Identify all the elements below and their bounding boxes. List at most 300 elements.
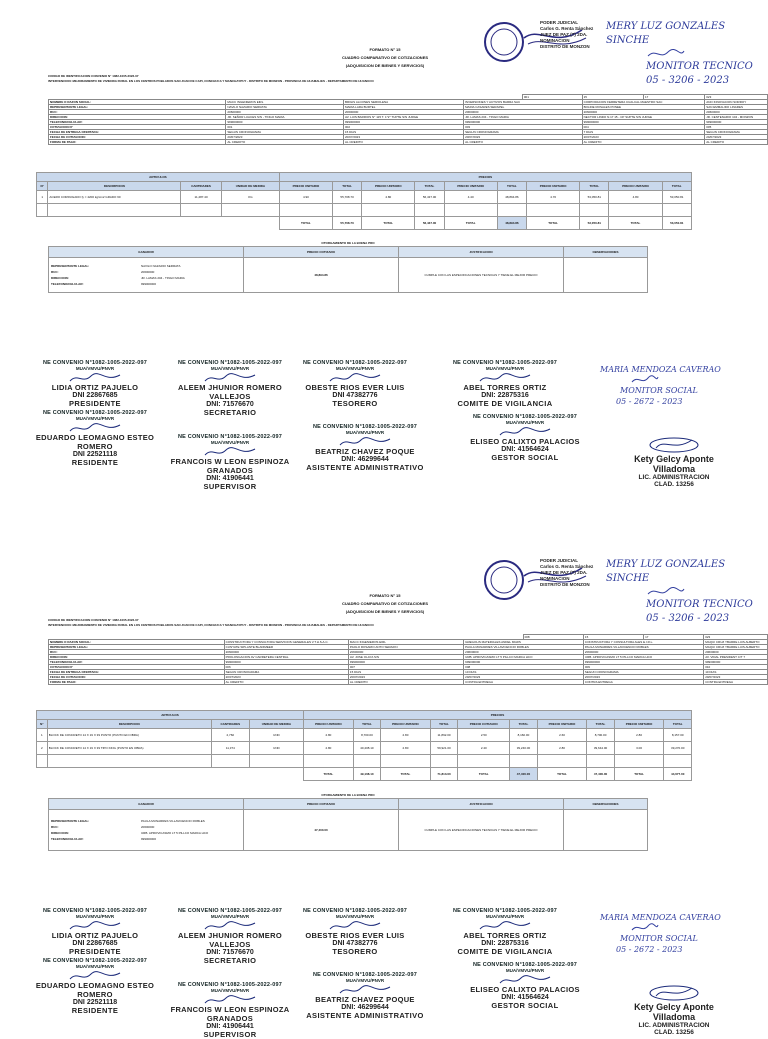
item-cell: 4.90 <box>279 191 332 204</box>
signer-dni: DNI 22867685 <box>72 940 118 947</box>
spacer-cell <box>37 768 304 781</box>
signer-dni: DNI 47382776 <box>332 940 378 947</box>
row-label: FECHA DE COTIZACION: <box>49 675 225 680</box>
supplier-cell: 15 DIAS <box>344 130 464 135</box>
item-cell: 2.80 <box>537 742 587 755</box>
supplier-cell: SEGUN CRONOGRAMA <box>226 130 344 135</box>
convenio-stamp: NE CONVENIO N°1082-1005-2022-097 <box>178 360 282 366</box>
signer-role: TESORERO <box>332 947 378 956</box>
observaciones-cell <box>564 258 648 293</box>
signer-role: ASISTENTE ADMINISTRATIVO <box>306 1011 424 1020</box>
column-header: TOTAL <box>664 720 692 729</box>
convenio-sub: MUA/VMVU/PNVR <box>210 366 250 371</box>
signer-role: GESTOR SOCIAL <box>491 453 559 462</box>
supplier-cell: 004 <box>582 125 705 130</box>
signer-role: TESORERO <box>332 399 378 408</box>
convenio-sub: MUA/VMVU/PNVR <box>210 914 250 919</box>
seal-role: JUEZ DE PAZ (T) 2DA. NOMINACION <box>540 32 588 43</box>
winner-value: JR. LAMAS 204 - TINGO MARIA <box>141 276 185 280</box>
document-page-1 <box>0 0 768 512</box>
supplier-cell: AV. JOSE OLAYA S/N <box>348 655 463 660</box>
articles-table <box>36 172 692 230</box>
supplier-cell: JR. CENTENARIO 104 - MONZON <box>705 115 768 120</box>
total-value: 47,400.00 <box>587 768 614 781</box>
supplier-cell: CONTRA ENTREGA <box>583 680 703 685</box>
empty-cell <box>430 755 457 768</box>
empty-cell <box>48 204 181 217</box>
signer-dni: DNI: 41564624 <box>501 446 549 453</box>
supplier-cell: 006 <box>224 665 348 670</box>
signature-scribble-icon <box>475 920 535 932</box>
row-label: RUC: <box>49 110 226 115</box>
supplier-cell: 20/07/2023 <box>583 675 703 680</box>
supplier-cell: BRIGIS ALCONES SERIOLENA <box>344 100 464 105</box>
empty-cell <box>37 204 48 217</box>
signer-dni: DNI 22867685 <box>72 392 118 399</box>
supplier-cell: AV. LUIS BARRIOS N° 115 T. 1°2° TUPTE S/N JURGE <box>344 115 464 120</box>
adquisicion-title: (ADQUISICION DE BIENES Y SERVICIOS) <box>345 63 425 68</box>
signer-dni: DNI: 41906441 <box>206 475 254 482</box>
supplier-cell: CORPORACION FERRETERA CUALCAL MAESTRO SAC <box>582 100 705 105</box>
supplier-cell: MARIA CASARES SERAPEL <box>464 105 583 110</box>
convenio-sub: MUA/VMVU/PNVR <box>345 430 385 435</box>
signature-scribble-icon <box>325 920 385 932</box>
signature-scribble <box>614 436 734 454</box>
empty-cell <box>381 755 431 768</box>
empty-cell <box>497 204 526 217</box>
supplier-table <box>48 94 768 145</box>
supplier-cell: NAVILO NAZARIO SERRATA <box>226 105 344 110</box>
row-label: COTIZACION N° <box>49 665 225 670</box>
item-cell: 11,374 <box>211 742 249 755</box>
winner-value: NAVILO NAZARIO SERRATA <box>141 264 181 268</box>
supplier-cell: JR. LAMAS 204 - TINGO MARIA <box>464 115 583 120</box>
row-label: FORMA DE PAGO: <box>49 680 225 685</box>
convenio-sub: MUA/VMVU/PNVR <box>335 914 375 919</box>
empty-row <box>37 204 692 217</box>
precio-cotizado-header: PRECIO COTIZADO <box>244 799 399 810</box>
precios-header: PRECIOS <box>304 711 692 720</box>
supplier-cell: 007 <box>348 665 463 670</box>
empty-cell <box>537 755 587 768</box>
committee-signature <box>30 908 160 956</box>
supplier-cell: ANO INNOVACION SORROY <box>705 100 768 105</box>
signature-scribble <box>614 984 734 1002</box>
signer-name: EDUARDO LEOMAGNO ESTEO ROMERO <box>35 433 155 451</box>
total-value: 56,437.00 <box>415 217 444 230</box>
supplier-cell: MAQUI CRUZ YBARRE LUIS ALBERTO <box>704 645 768 650</box>
winner-label: RUC: <box>51 825 59 829</box>
row-label: RUC: <box>49 650 225 655</box>
supplier-cell: 010 <box>704 665 768 670</box>
signer-name: ELISEO CALIXTO PALACIOS <box>470 985 580 994</box>
column-header: CANTIDADES <box>181 182 222 191</box>
otorgamiento-table <box>48 246 648 293</box>
table-row <box>37 729 692 742</box>
signature-scribble-icon <box>495 974 555 986</box>
monitor-social-name: MARIA MENDOZA CAVERAO <box>600 913 721 922</box>
supplier-cell: 20600000 <box>582 110 705 115</box>
document-page-2 <box>0 512 768 1039</box>
supplier-cell: URB. APROVICASMO LT 5 PILLCO MARCA HCO <box>464 655 584 660</box>
winner-cell <box>49 258 244 293</box>
supplier-cell: AL CREDITO <box>344 140 464 145</box>
total-label: TOTAL <box>458 768 510 781</box>
signer-role: ASISTENTE ADMINISTRATIVO <box>306 463 424 472</box>
signer-role: COMITE DE VIGILANCIA <box>457 947 553 956</box>
convenio-sub: MUA/VMVU/PNVR <box>485 366 525 371</box>
supplier-cell: 20600000 <box>344 110 464 115</box>
convenio-sub: MUA/VMVU/PNVR <box>75 416 115 421</box>
signature-scribble <box>165 445 295 457</box>
supplier-cell: 20/07/2023 <box>704 675 768 680</box>
row-label: FECHA DE ENTREGA OFERTADA: <box>49 130 226 135</box>
column-header: TOTAL <box>662 182 691 191</box>
supplier-cell: PROLONGACION AV CARRETERA CENTRAL <box>224 655 348 660</box>
convenio-stamp: NE CONVENIO N°1082-1005-2022-097 <box>453 908 557 914</box>
row-label: REPRESENTANTE LEGAL: <box>49 105 226 110</box>
total-label: TOTAL <box>444 217 497 230</box>
lic-name: Kety Gelcy Aponte Villadoma <box>634 1002 714 1022</box>
convenio-stamp: NE CONVENIO N°1082-1005-2022-097 <box>453 360 557 366</box>
column-header: UNIDAD DE MEDIDA <box>249 720 303 729</box>
empty-cell <box>181 204 222 217</box>
intervencion-text: INTERVENCION: MEJORAMIENTO DE VIVIENDA RURAL EN LOS CENTROS POBLADOS SAN JUAN DE CAPI, CONCHUCA Y MANCHAYPUY - DISTRITO DE MONZON - PROVINCIA DE HUAMALIES - DEPARTAMENTO DE HUANUCO <box>48 623 374 627</box>
empty-cell <box>444 204 497 217</box>
observaciones-header: OBSERVACIONES <box>564 247 648 258</box>
signer-dni: DNI: 41906441 <box>206 1023 254 1030</box>
monitor-social-name: MARIA MENDOZA CAVERAO <box>600 365 721 374</box>
otorgamiento-section <box>48 792 648 851</box>
supplier-cell: SEGUN CRONOGRAMA <box>705 130 768 135</box>
monitor-social-title: MONITOR SOCIAL <box>620 386 698 395</box>
signer-name: ABEL TORRES ORTIZ <box>463 931 547 940</box>
signature-scribble-icon <box>335 436 395 448</box>
observaciones-header: OBSERVACIONES <box>564 799 648 810</box>
signer-dni: DNI 22521118 <box>72 451 118 458</box>
convenio-sub: MUA/VMVU/PNVR <box>345 978 385 983</box>
formato-title: FORMATO N° 15 <box>369 593 401 598</box>
item-cell: UND <box>249 729 303 742</box>
monitor-number: 05 - 3206 - 2023 <box>646 75 730 86</box>
supplier-cell: 999000000 <box>704 660 768 665</box>
item-cell: 39,644.00 <box>587 742 614 755</box>
codigo-text: CODIGO DE IDENTIFICACION CONVENIO N° 1082-1005-2022-07 <box>48 618 139 622</box>
column-header: TOTAL <box>497 182 526 191</box>
monitor-scribble <box>606 586 756 598</box>
committee-signature <box>30 958 160 1015</box>
meta-block <box>48 74 748 84</box>
articulos-header: ARTICULOS <box>37 711 304 720</box>
committee-signature <box>460 962 590 1010</box>
convenio-sub: MUA/VMVU/PNVR <box>75 366 115 371</box>
item-cell: 53,050.81 <box>662 191 691 204</box>
item-cell: 1 <box>37 729 48 742</box>
supplier-cell: CONSTRUCTORA Y CONSULTORA SERVICIOS GENERALES V.T.H.S.A.C. <box>224 640 348 645</box>
supplier-cell: 10 DIAS <box>464 670 584 675</box>
signature-scribble-icon <box>495 426 555 438</box>
signer-role: PRESIDENTE <box>69 947 121 956</box>
row-label: DIRECCION: <box>49 655 225 660</box>
total-label: TOTAL <box>609 217 662 230</box>
row-label: REPRESENTANTE LEGAL: <box>49 645 225 650</box>
supplier-cell: 008 <box>464 665 584 670</box>
column-header: DESCRIPCION <box>47 720 211 729</box>
justificacion-header: JUSTIFICACION <box>399 799 564 810</box>
code-cell: 023 <box>705 95 768 100</box>
winner-line <box>51 281 241 287</box>
total-label: TOTAL <box>614 768 664 781</box>
signature-scribble-icon <box>644 984 704 1002</box>
monitor-number: 05 - 3206 - 2023 <box>646 613 730 624</box>
supplier-cell: 20/07/2023 <box>582 135 705 140</box>
signer-dni: DNI 47382776 <box>332 392 378 399</box>
empty-cell <box>580 204 609 217</box>
winner-label: RUC: <box>51 270 59 274</box>
supplier-cell: 20/07/2023 <box>705 135 768 140</box>
row-label: TELEFONO/CELULAR: <box>49 660 225 665</box>
item-cell: 39,240.00 <box>510 742 537 755</box>
signer-name: ALEEM JHUNIOR ROMERO VALLEJOS <box>178 931 282 949</box>
lic-clad: CLAD. 13256 <box>654 1029 694 1036</box>
code-cell: 001 <box>522 95 582 100</box>
supplier-cell: AV. VIDAL PRESIDENT C/T 7 <box>704 655 768 660</box>
supplier-cell: 20/07/2023 <box>348 675 463 680</box>
winner-label: DIRECCION: <box>51 276 69 280</box>
column-header: TOTAL <box>332 182 361 191</box>
convenio-sub: MUA/VMVU/PNVR <box>505 420 545 425</box>
supplier-cell: MACC INGENIEROS EIRL <box>348 640 463 645</box>
column-header: TOTAL <box>580 182 609 191</box>
row-label: FORMA DE PAGO: <box>49 140 226 145</box>
otorgamiento-title: OTORGAMIENTO DE LA BUENA PRO <box>321 241 375 245</box>
supplier-cell: 20/07/2023 <box>464 675 584 680</box>
convenio-sub: MUA/VMVU/PNVR <box>335 366 375 371</box>
convenio-sub: MUA/VMVU/PNVR <box>485 914 525 919</box>
item-cell: 48,894.86 <box>497 191 526 204</box>
signer-dni: DNI: 22875316 <box>481 392 529 399</box>
signature-scribble-icon <box>65 920 125 932</box>
signer-dni: DNI: 46299644 <box>341 1004 389 1011</box>
otorgamiento-title: OTORGAMIENTO DE LA BUENA PRO <box>321 793 375 797</box>
signer-name: LIDIA ORTIZ PAJUELO <box>51 931 139 940</box>
supplier-cell: 002 <box>344 125 464 130</box>
signature-scribble <box>600 375 740 385</box>
item-cell: 2.80 <box>381 742 431 755</box>
monitor-name: MERY LUZ GONZALES SINCHE <box>606 21 726 46</box>
signature-scribble <box>165 993 295 1005</box>
row-label: COTIZACION N° <box>49 125 226 130</box>
total-value: 48,894.86 <box>497 217 526 230</box>
signer-role: RESIDENTE <box>71 1006 119 1015</box>
signature-scribble <box>30 919 160 931</box>
seal-top: PODER JUDICIAL <box>540 558 579 563</box>
item-cell: 11,892.00 <box>430 729 457 742</box>
column-header: PRECIO UNITARIO <box>527 182 580 191</box>
observaciones-cell <box>564 810 648 851</box>
winner-label: TELEFONO/CELULAR: <box>51 282 84 286</box>
item-cell: 8,160.00 <box>510 729 537 742</box>
signer-role: SECRETARIO <box>203 956 257 965</box>
precio-cotizado-cell: 48,894.86 <box>244 258 399 293</box>
total-label: TOTAL <box>381 768 431 781</box>
total-value: 49,108.10 <box>353 768 380 781</box>
signer-name: BEATRIZ CHAVEZ POQUE <box>315 447 415 456</box>
convenio-stamp: NE CONVENIO N°1082-1005-2022-097 <box>313 424 417 430</box>
committee-signature <box>30 410 160 467</box>
item-cell: 3.00 <box>614 742 664 755</box>
lic-clad: CLAD. 13256 <box>654 481 694 488</box>
committee-signature <box>165 434 295 491</box>
monitor-social-number: 05 - 2672 - 2023 <box>616 397 683 406</box>
signer-dni: DNI: 22875316 <box>481 940 529 947</box>
convenio-stamp: NE CONVENIO N°1082-1005-2022-097 <box>43 410 147 416</box>
signature-scribble <box>600 923 740 933</box>
column-header: PRECIO UNITARIO <box>614 720 664 729</box>
articulos-header: ARTICULOS <box>37 173 280 182</box>
signature-scribble <box>290 371 420 383</box>
signature-scribble-icon <box>65 970 125 982</box>
item-cell: 40,408.10 <box>353 742 380 755</box>
total-label: TOTAL <box>362 217 415 230</box>
supplier-cell: INVERSIONES Y ACTIVOS BARRA SAC <box>464 100 583 105</box>
item-cell: 2.60 <box>537 729 587 742</box>
convenio-sub: MUA/VMVU/PNVR <box>210 440 250 445</box>
committee-signature <box>460 414 590 462</box>
ganador-header: GANADOR <box>49 799 244 810</box>
supplier-cell: CONSTRUCTORA Y CONSULTORA ALES E.I.R.L. <box>583 640 703 645</box>
signature-scribble <box>440 919 570 931</box>
signature-scribble <box>165 919 295 931</box>
winner-label: DIRECCION: <box>51 831 69 835</box>
total-value: 53,050.81 <box>662 217 691 230</box>
row-label: FECHA DE COTIZACION: <box>49 135 226 140</box>
convenio-sub: MUA/VMVU/PNVR <box>75 964 115 969</box>
signature-scribble <box>30 969 160 981</box>
spacer-cell <box>37 217 280 230</box>
monitor-social-signature <box>600 912 740 955</box>
convenio-stamp: NE CONVENIO N°1082-1005-2022-097 <box>43 360 147 366</box>
total-value: 55,708.70 <box>332 217 361 230</box>
supplier-cell: 999000000 <box>464 660 584 665</box>
supplier-cell: 20/07/2023 <box>226 135 344 140</box>
signer-dni: DNI: 41564624 <box>501 994 549 1001</box>
committee-signature <box>440 908 570 956</box>
supplier-cell: BOLIDE ROSALES PONEE <box>582 105 705 110</box>
signature-scribble-icon <box>630 923 660 933</box>
item-cell: 2.50 <box>458 729 510 742</box>
winner-label: REPRESENTANTE LEGAL: <box>51 819 90 823</box>
supplier-table <box>48 634 768 685</box>
seal-name: Carlos G. Renta Sánchez <box>540 26 594 31</box>
column-header: PRECIO UNITARIO <box>362 182 415 191</box>
convenio-stamp: NE CONVENIO N°1082-1005-2022-097 <box>178 434 282 440</box>
supplier-cell: AL CREDITO <box>224 680 348 685</box>
signer-name: LIDIA ORTIZ PAJUELO <box>51 383 139 392</box>
signer-dni: DNI: 71576670 <box>206 401 254 408</box>
signature-scribble <box>30 421 160 433</box>
supplier-row <box>49 680 768 685</box>
empty-cell <box>527 204 580 217</box>
empty-cell <box>47 755 211 768</box>
empty-cell <box>249 755 303 768</box>
signature-scribble <box>300 983 430 995</box>
column-header: TOTAL <box>415 182 444 191</box>
monitor-scribble <box>606 48 756 60</box>
signer-role: PRESIDENTE <box>69 399 121 408</box>
precio-cotizado-cell: 47,400.00 <box>244 810 399 851</box>
seal-name: Carlos G. Renta Sánchez <box>540 564 594 569</box>
empty-cell <box>279 204 332 217</box>
convenio-stamp: NE CONVENIO N°1082-1005-2022-097 <box>303 908 407 914</box>
empty-cell <box>415 204 444 217</box>
supplier-cell: 20600000 <box>226 110 344 115</box>
winner-value: PAULA MUNARRES VILLAVICENCIO ROBLES <box>141 819 205 823</box>
justificacion-cell: CUMPLE CON LAS ESPECIFICACIONES TECNICAS Y TIENE EL MEJOR PRECIO <box>399 258 564 293</box>
supplier-cell: 20/07/2023 <box>344 135 464 140</box>
signature-scribble <box>440 371 570 383</box>
total-value: 71,813.00 <box>430 768 457 781</box>
code-cell: 008 <box>523 635 583 640</box>
seal-top: PODER JUDICIAL <box>540 20 579 25</box>
supplier-cell: 999000000 <box>582 120 705 125</box>
supplier-cell: 20/07/2023 <box>464 135 583 140</box>
signature-scribble-icon <box>644 436 704 454</box>
item-cell: 55,708.70 <box>332 191 361 204</box>
item-cell: 2.80 <box>381 729 431 742</box>
row-label: NOMBRE O RAZON SOCIAL: <box>49 100 226 105</box>
monitor-title: MONITOR TECNICO <box>646 599 753 610</box>
committee-signature <box>440 360 570 408</box>
total-label: TOTAL <box>527 217 580 230</box>
supplier-cell: 999000000 <box>344 120 464 125</box>
monitor-social-title: MONITOR SOCIAL <box>620 934 698 943</box>
signer-name: ELISEO CALIXTO PALACIOS <box>470 437 580 446</box>
signer-role: SECRETARIO <box>203 408 257 417</box>
intervencion-text: INTERVENCION: MEJORAMIENTO DE VIVIENDA RURAL EN LOS CENTROS POBLADOS SAN JUAN DE CAPI, CONCHUCA Y MANCHAYPUY - DISTRITO DE MONZON - PROVINCIA DE HUAMALIES - DEPARTAMENTO DE HUANUCO <box>48 79 374 83</box>
signer-name: BEATRIZ CHAVEZ POQUE <box>315 995 415 1004</box>
supplier-cell: CONTRA ENTREGA <box>464 680 584 685</box>
convenio-sub: MUA/VMVU/PNVR <box>75 914 115 919</box>
committee-signature <box>30 360 160 408</box>
winner-value: 999000000 <box>141 837 157 841</box>
committee-signature <box>165 360 295 417</box>
signer-role: SUPERVISOR <box>203 1030 257 1039</box>
item-cell: UND <box>249 742 303 755</box>
supplier-row <box>49 140 768 145</box>
winner-value: 999000000 <box>141 282 157 286</box>
header-block <box>300 592 470 616</box>
supplier-cell: URB. APROVICASMO LT 5 PILLCO MARCA HCO <box>583 655 703 660</box>
item-cell: KG <box>221 191 279 204</box>
winner-value: URB. APROVICASMO LT 5 PILLCO MARCA HCO <box>141 831 209 835</box>
empty-cell <box>221 204 279 217</box>
supplier-cell: AL CREDITO <box>705 140 768 145</box>
winner-value: 20600000 <box>141 270 155 274</box>
signature-scribble <box>460 425 590 437</box>
column-header: PRECIO UNITARIO <box>537 720 587 729</box>
item-cell: 1 <box>37 191 48 204</box>
convenio-stamp: NE CONVENIO N°1082-1005-2022-097 <box>178 908 282 914</box>
supplier-cell: 003 <box>464 125 583 130</box>
monitor-title: MONITOR TECNICO <box>646 61 753 72</box>
empty-cell <box>211 755 249 768</box>
articles-table <box>36 710 692 781</box>
signature-scribble <box>290 919 420 931</box>
row-label: DIRECCION: <box>49 115 226 120</box>
signer-name: ABEL TORRES ORTIZ <box>463 383 547 392</box>
item-cell: 2.40 <box>458 742 510 755</box>
